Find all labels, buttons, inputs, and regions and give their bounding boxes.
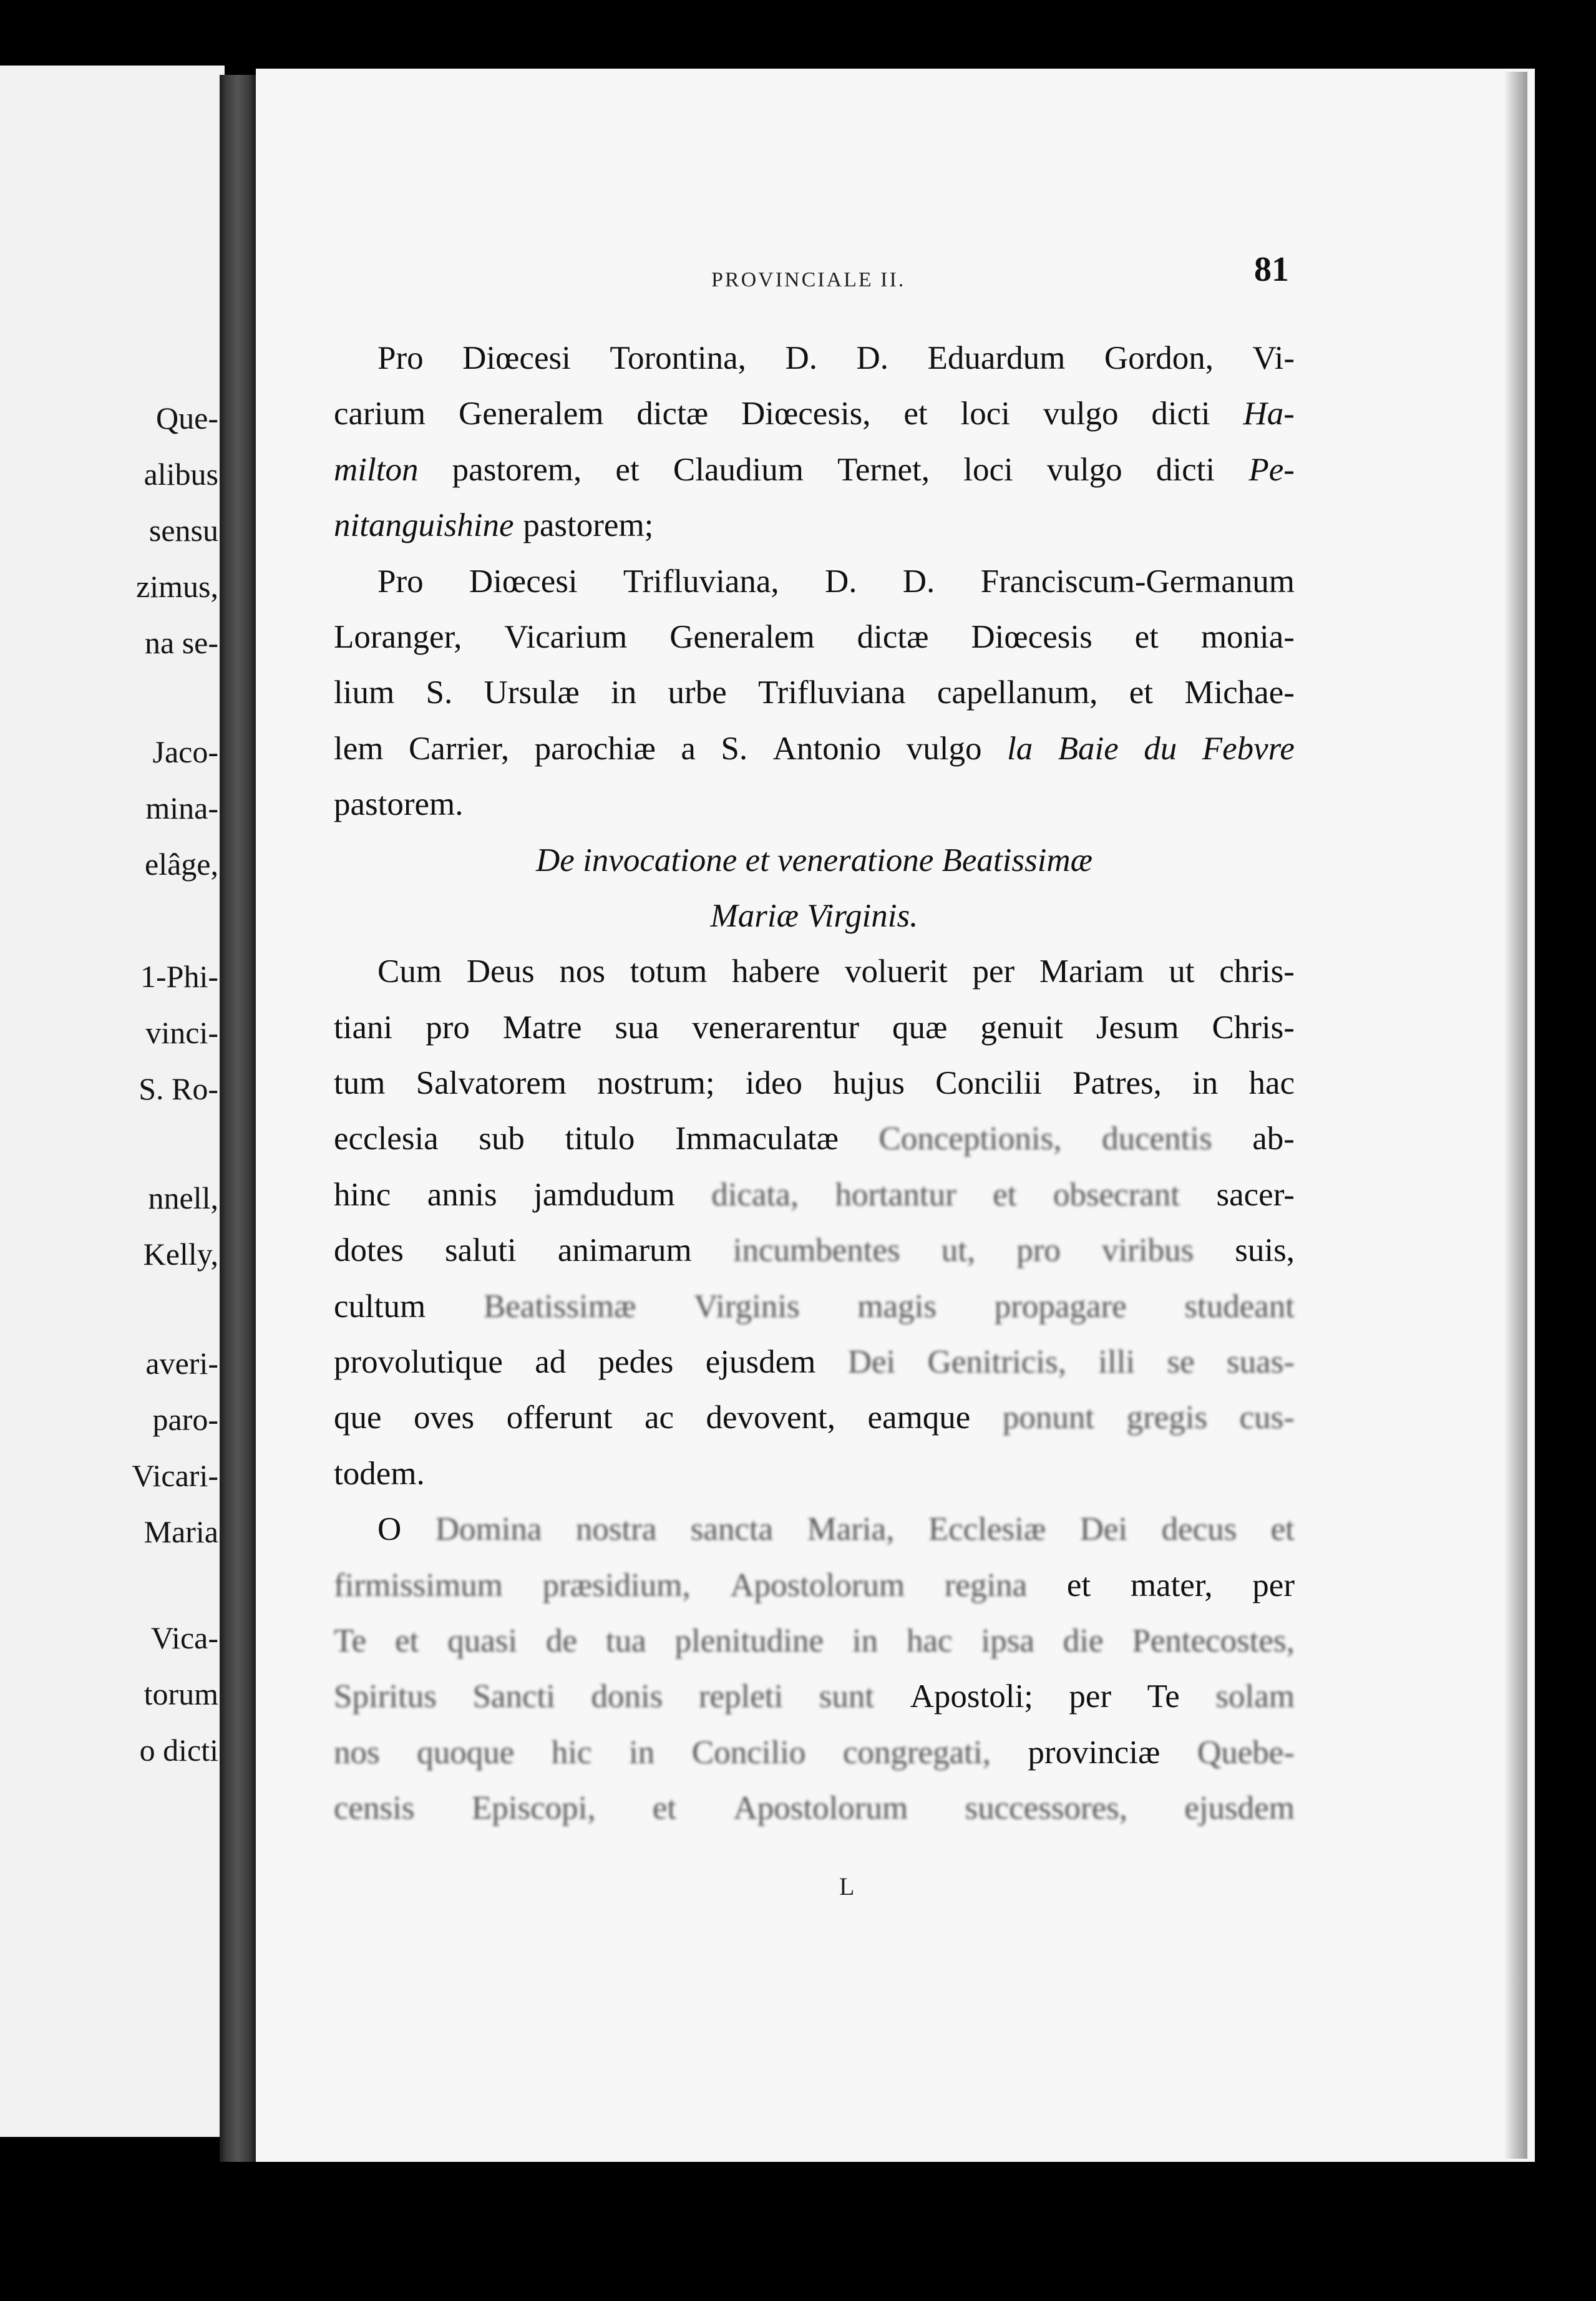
word: dictæ [857,618,929,655]
word: capellanum, [937,674,1098,711]
word: Spiritus [334,1678,437,1715]
left-page-line: vinci- [145,1015,218,1050]
word: Diœcesi [462,340,571,376]
section-heading-line2: Mariæ Virginis. [710,897,918,934]
word: nitanguishine [334,507,514,544]
word: Apostolorum [730,1567,905,1603]
word: vulgo [1043,396,1119,432]
para2-line5 [334,777,1295,832]
word: dicata, [711,1176,799,1213]
word: et [395,1622,419,1659]
word: Dei [847,1344,896,1381]
word: Eduardum [927,340,1066,376]
word: Michae- [1184,674,1295,711]
word: vulgo [1046,451,1122,488]
word: todem. [334,1455,425,1492]
word: Claudium [673,451,804,488]
word: lem [334,730,384,767]
para4-line3 [334,1613,1295,1669]
word: animarum [557,1232,692,1269]
para3-line9 [334,1390,1295,1446]
word: ecclesia [334,1121,439,1157]
word: Dei [1079,1511,1128,1548]
word: incumbentes [732,1232,900,1269]
word: pro [426,1009,470,1046]
word: Loranger, [334,618,462,655]
word: annis [427,1176,497,1213]
word: pedes [598,1344,674,1381]
word: tum [334,1065,386,1102]
word: Torontina, [610,340,746,376]
word: sua [615,1009,659,1046]
word: D. [824,563,857,600]
word: et [652,1790,677,1827]
word: O [377,1511,402,1548]
word: eamque [867,1399,971,1436]
para3-line5 [334,1167,1295,1223]
word: S. [426,674,453,711]
word: nos [559,953,605,990]
word: Salvatorem [416,1065,567,1102]
word: S. [721,730,748,767]
word: Matre [502,1009,582,1046]
word: donis [591,1678,663,1715]
word: nostrum; [597,1065,715,1102]
word: suis, [1235,1232,1295,1269]
word: nos [334,1734,380,1771]
word: in [611,674,637,711]
para3-line7 [334,1279,1295,1335]
word: D. [856,340,889,376]
word: regina [944,1567,1028,1603]
word: a [681,730,696,767]
word: nostra [575,1511,657,1548]
word: quasi [447,1622,518,1659]
word: successores, [965,1790,1127,1827]
left-page-line: torum [144,1676,218,1711]
word: studeant [1184,1288,1295,1325]
word: Deus [466,953,535,990]
para4-line5 [334,1725,1295,1781]
word: ideo [745,1065,802,1102]
word: Virginis [694,1288,800,1325]
word: Concilio [691,1734,806,1771]
word: titulo [565,1121,635,1157]
page-number: 81 [1254,250,1289,289]
word: Baie [1058,730,1119,767]
para2-line2 [334,610,1295,665]
left-page-line: Vicari- [132,1458,218,1493]
word: Ternet, [837,451,930,488]
word: dicti [1151,396,1210,432]
para4-line2 [334,1558,1295,1613]
word: Pe- [1248,451,1295,488]
word: oves [414,1399,475,1436]
word: censis [334,1790,415,1827]
word: per [972,953,1015,990]
word: die [1063,1622,1104,1659]
word: Pro [377,563,424,600]
para3-line1 [334,944,1295,1000]
word: du [1144,730,1177,767]
word: D. [902,563,935,600]
word: per [1069,1678,1112,1715]
left-page-line: 1-Phi- [140,959,218,994]
word: hortantur [835,1176,956,1213]
word: saluti [444,1232,517,1269]
word: Trifluviana, [623,563,779,600]
word: suas- [1227,1344,1295,1381]
word: Te [334,1622,367,1659]
word: provinciæ [1028,1734,1161,1771]
word: et [615,451,640,488]
signature-mark: L [839,1872,855,1900]
word: se [1167,1344,1195,1381]
para3-line4 [334,1111,1295,1167]
word: ejusdem [705,1344,816,1381]
word: sub [479,1121,525,1157]
word: sacer- [1216,1176,1295,1213]
word: sunt [819,1678,875,1715]
word: Domina [435,1511,542,1548]
word: Conceptionis, [878,1121,1062,1157]
word: tua [605,1622,646,1659]
word: decus [1161,1511,1237,1548]
word: per [1252,1567,1295,1603]
para3-line3 [334,1056,1295,1111]
word: et [993,1176,1017,1213]
word: hujus [833,1065,905,1102]
left-page-line: o dicti [139,1733,218,1768]
word: venerarentur [692,1009,859,1046]
word: propagare [994,1288,1127,1325]
para3-line10 [334,1446,1295,1502]
word: Pentecostes, [1132,1622,1295,1659]
word: monia- [1200,618,1295,655]
word: in [629,1734,655,1771]
book-gutter [220,75,256,2162]
word: et [1134,618,1159,655]
word: totum [630,953,708,990]
word: Pro [377,340,424,376]
word: magis [857,1288,937,1325]
word: parochiæ [534,730,656,767]
word: lium [334,674,395,711]
section-heading-line1: De invocatione et veneratione Beatissimæ [536,842,1092,878]
text-block [334,331,1295,1837]
left-page-line: elâge, [145,847,218,882]
word: viribus [1101,1232,1194,1269]
word: devovent, [706,1399,836,1436]
word: Apostoli; [910,1678,1033,1715]
word: ejusdem [1184,1790,1295,1827]
word: Diœcesis [971,618,1092,655]
para2-line4 [334,721,1295,777]
word: quoque [417,1734,515,1771]
word: Diœcesis, [741,396,871,432]
word: et [1270,1511,1295,1548]
running-head: PROVINCIALE II. [711,268,906,291]
word: congregati, [842,1734,991,1771]
word: in [1192,1065,1219,1102]
word: plenitudine [674,1622,824,1659]
left-page-line: mina- [145,791,218,825]
word: Franciscum-Germanum [980,563,1295,600]
left-page-line: Kelly, [143,1237,218,1272]
left-page-line: Jaco- [152,734,218,769]
word: Carrier, [408,730,510,767]
word: Febvre [1202,730,1295,767]
word: firmissimum [334,1567,503,1603]
para3-line2 [334,1000,1295,1056]
word: repleti [698,1678,784,1715]
word: Immaculatæ [674,1121,839,1157]
word: ponunt [1002,1399,1095,1436]
word: solam [1215,1678,1295,1715]
word: Diœcesi [469,563,578,600]
word: Ecclesiæ [928,1511,1046,1548]
word: Sancti [472,1678,555,1715]
word: ducentis [1102,1121,1212,1157]
word: jamdudum [533,1176,675,1213]
word: Genitricis, [927,1344,1066,1381]
word: illi [1098,1344,1136,1381]
left-page-line: nnell, [148,1180,218,1215]
word: Ha- [1243,396,1295,432]
word: obsecrant [1053,1176,1180,1213]
word: Trifluviana [758,674,906,711]
word: que [334,1399,382,1436]
word: Chris- [1212,1009,1295,1046]
para1-line4 [334,498,1295,553]
word: Gordon, [1104,340,1214,376]
para2-line3 [334,665,1295,721]
word: ut, [941,1232,976,1269]
left-page-line: averi- [145,1346,218,1381]
word: pastorem. [334,786,464,823]
left-page-line: sensu [148,513,218,548]
left-page-line: zimus, [136,569,218,604]
word: Patres, [1073,1065,1162,1102]
word: voluerit [844,953,948,990]
word: pastorem, [452,451,582,488]
word: D. [785,340,817,376]
word: de [546,1622,578,1659]
word: Jesum [1096,1009,1179,1046]
word: milton [334,451,419,488]
word: hinc [334,1176,391,1213]
word: genuit [980,1009,1063,1046]
word: Episcopi, [471,1790,596,1827]
word: hac [1248,1065,1295,1102]
para1-line3 [334,442,1295,498]
para4-line4 [334,1669,1295,1725]
word: ad [535,1344,567,1381]
word: et [903,396,928,432]
word: offerunt [506,1399,613,1436]
para4-line1 [334,1502,1295,1557]
para3-line6 [334,1223,1295,1278]
word: hac [907,1622,953,1659]
word: Vi- [1252,340,1295,376]
left-page-line: alibus [144,457,218,492]
word: carium [334,396,426,432]
word: Mariam [1039,953,1144,990]
word: urbe [668,674,727,711]
left-page [0,66,225,2137]
word: dicti [1156,451,1215,488]
word: sancta [690,1511,774,1548]
word: ac [644,1399,674,1436]
word: cus- [1239,1399,1295,1436]
word: Beatissimæ [483,1288,636,1325]
word: la [1006,730,1033,767]
word: dotes [334,1232,404,1269]
word: dictæ [636,396,709,432]
para2-line1 [334,554,1295,610]
word: Antonio [772,730,882,767]
word: Concilii [935,1065,1042,1102]
word: Maria, [807,1511,895,1548]
word: tiani [334,1009,393,1046]
word: Generalem [459,396,604,432]
left-page-line: Vica- [150,1620,218,1655]
word: pastorem; [523,507,654,544]
word: mater, [1130,1567,1213,1603]
left-page-line: S. Ro- [139,1071,218,1106]
word: Te [1147,1678,1180,1715]
word: ut [1169,953,1195,990]
word: loci [963,451,1013,488]
left-page-line: Que- [156,401,218,435]
word: chris- [1219,953,1295,990]
left-page-line: Maria [144,1514,218,1549]
word: provolutique [334,1344,503,1381]
page-edge [1504,72,1527,2159]
word: Quebe- [1197,1734,1295,1771]
word: quæ [892,1009,948,1046]
word: Vicarium [504,618,628,655]
word: vulgo [906,730,982,767]
word: cultum [334,1288,426,1325]
word: in [852,1622,878,1659]
word: pro [1016,1232,1061,1269]
word: Cum [377,953,442,990]
word: et [1129,674,1153,711]
para1-line1 [334,331,1295,386]
para3-line8 [334,1335,1295,1390]
word: gregis [1126,1399,1208,1436]
left-page-line: paro- [152,1402,218,1437]
word: et [1066,1567,1091,1603]
word: Apostolorum [733,1790,908,1827]
word: præsidium, [542,1567,691,1603]
left-page-line: na se- [145,625,218,660]
word: loci [960,396,1010,432]
word: ab- [1252,1121,1295,1157]
para4-line6 [334,1781,1295,1836]
para1-line2 [334,386,1295,442]
word: Generalem [669,618,815,655]
word: ipsa [981,1622,1034,1659]
word: habere [732,953,820,990]
word: hic [551,1734,592,1771]
word: Ursulæ [484,674,580,711]
